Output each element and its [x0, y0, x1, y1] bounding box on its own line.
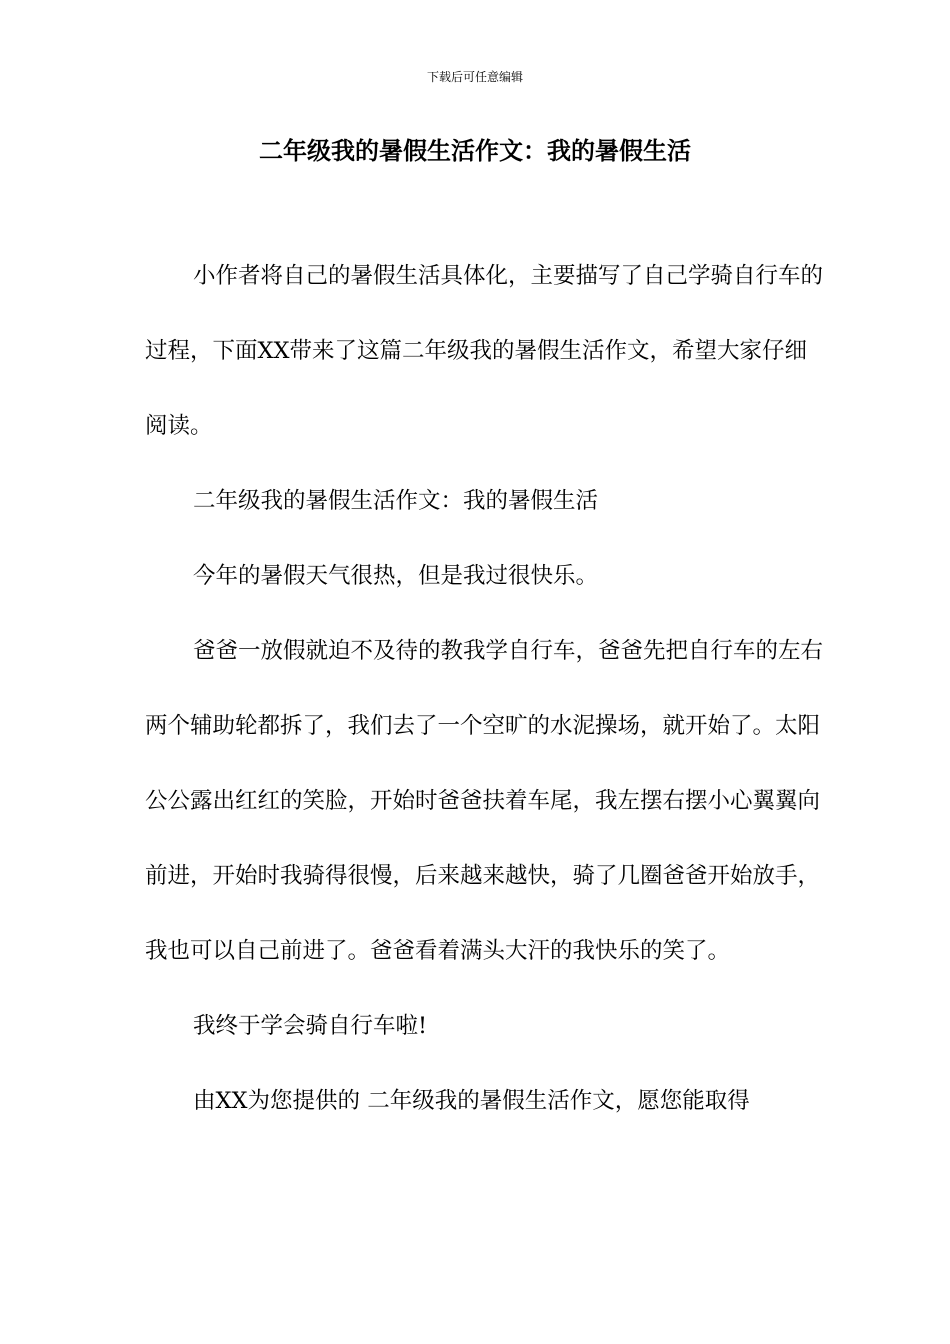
document-body: [145, 239, 825, 1139]
paragraph-closing: 由XX为您提供的 二年级我的暑假生活作文，愿您能取得: [193, 1088, 750, 1114]
paragraph-success: 我终于学会骑自行车啦!: [193, 1013, 428, 1039]
paragraph-intro: 小作者将自己的暑假生活具体化，主要描写了自己学骑自行车的过程，下面XX带来了这篇二年级我的暑假生活作文，希望大家仔细阅读。: [145, 263, 824, 439]
header-note: 下载后可任意编辑: [426, 70, 523, 84]
paragraph-learning-bike: 爸爸一放假就迫不及待的教我学自行车，爸爸先把自行车的左右两个辅助轮都拆了，我们去了一个空旷的水泥操场，就开始了。太阳公公露出红红的笑脸，开始时爸爸扶着车尾，我左摆右摆小心翼翼向前进，开始时我骑得很慢，后来越来越快，骑了几圈爸爸开始放手，我也可以自己前进了。爸爸看着满头大汗的我快乐的笑了。: [145, 638, 824, 964]
paragraph-essay-title: 二年级我的暑假生活作文：我的暑假生活: [193, 488, 599, 514]
paragraph-weather: 今年的暑假天气很热，但是我过很快乐。: [193, 563, 599, 589]
document-title: 二年级我的暑假生活作文：我的暑假生活: [259, 137, 691, 165]
